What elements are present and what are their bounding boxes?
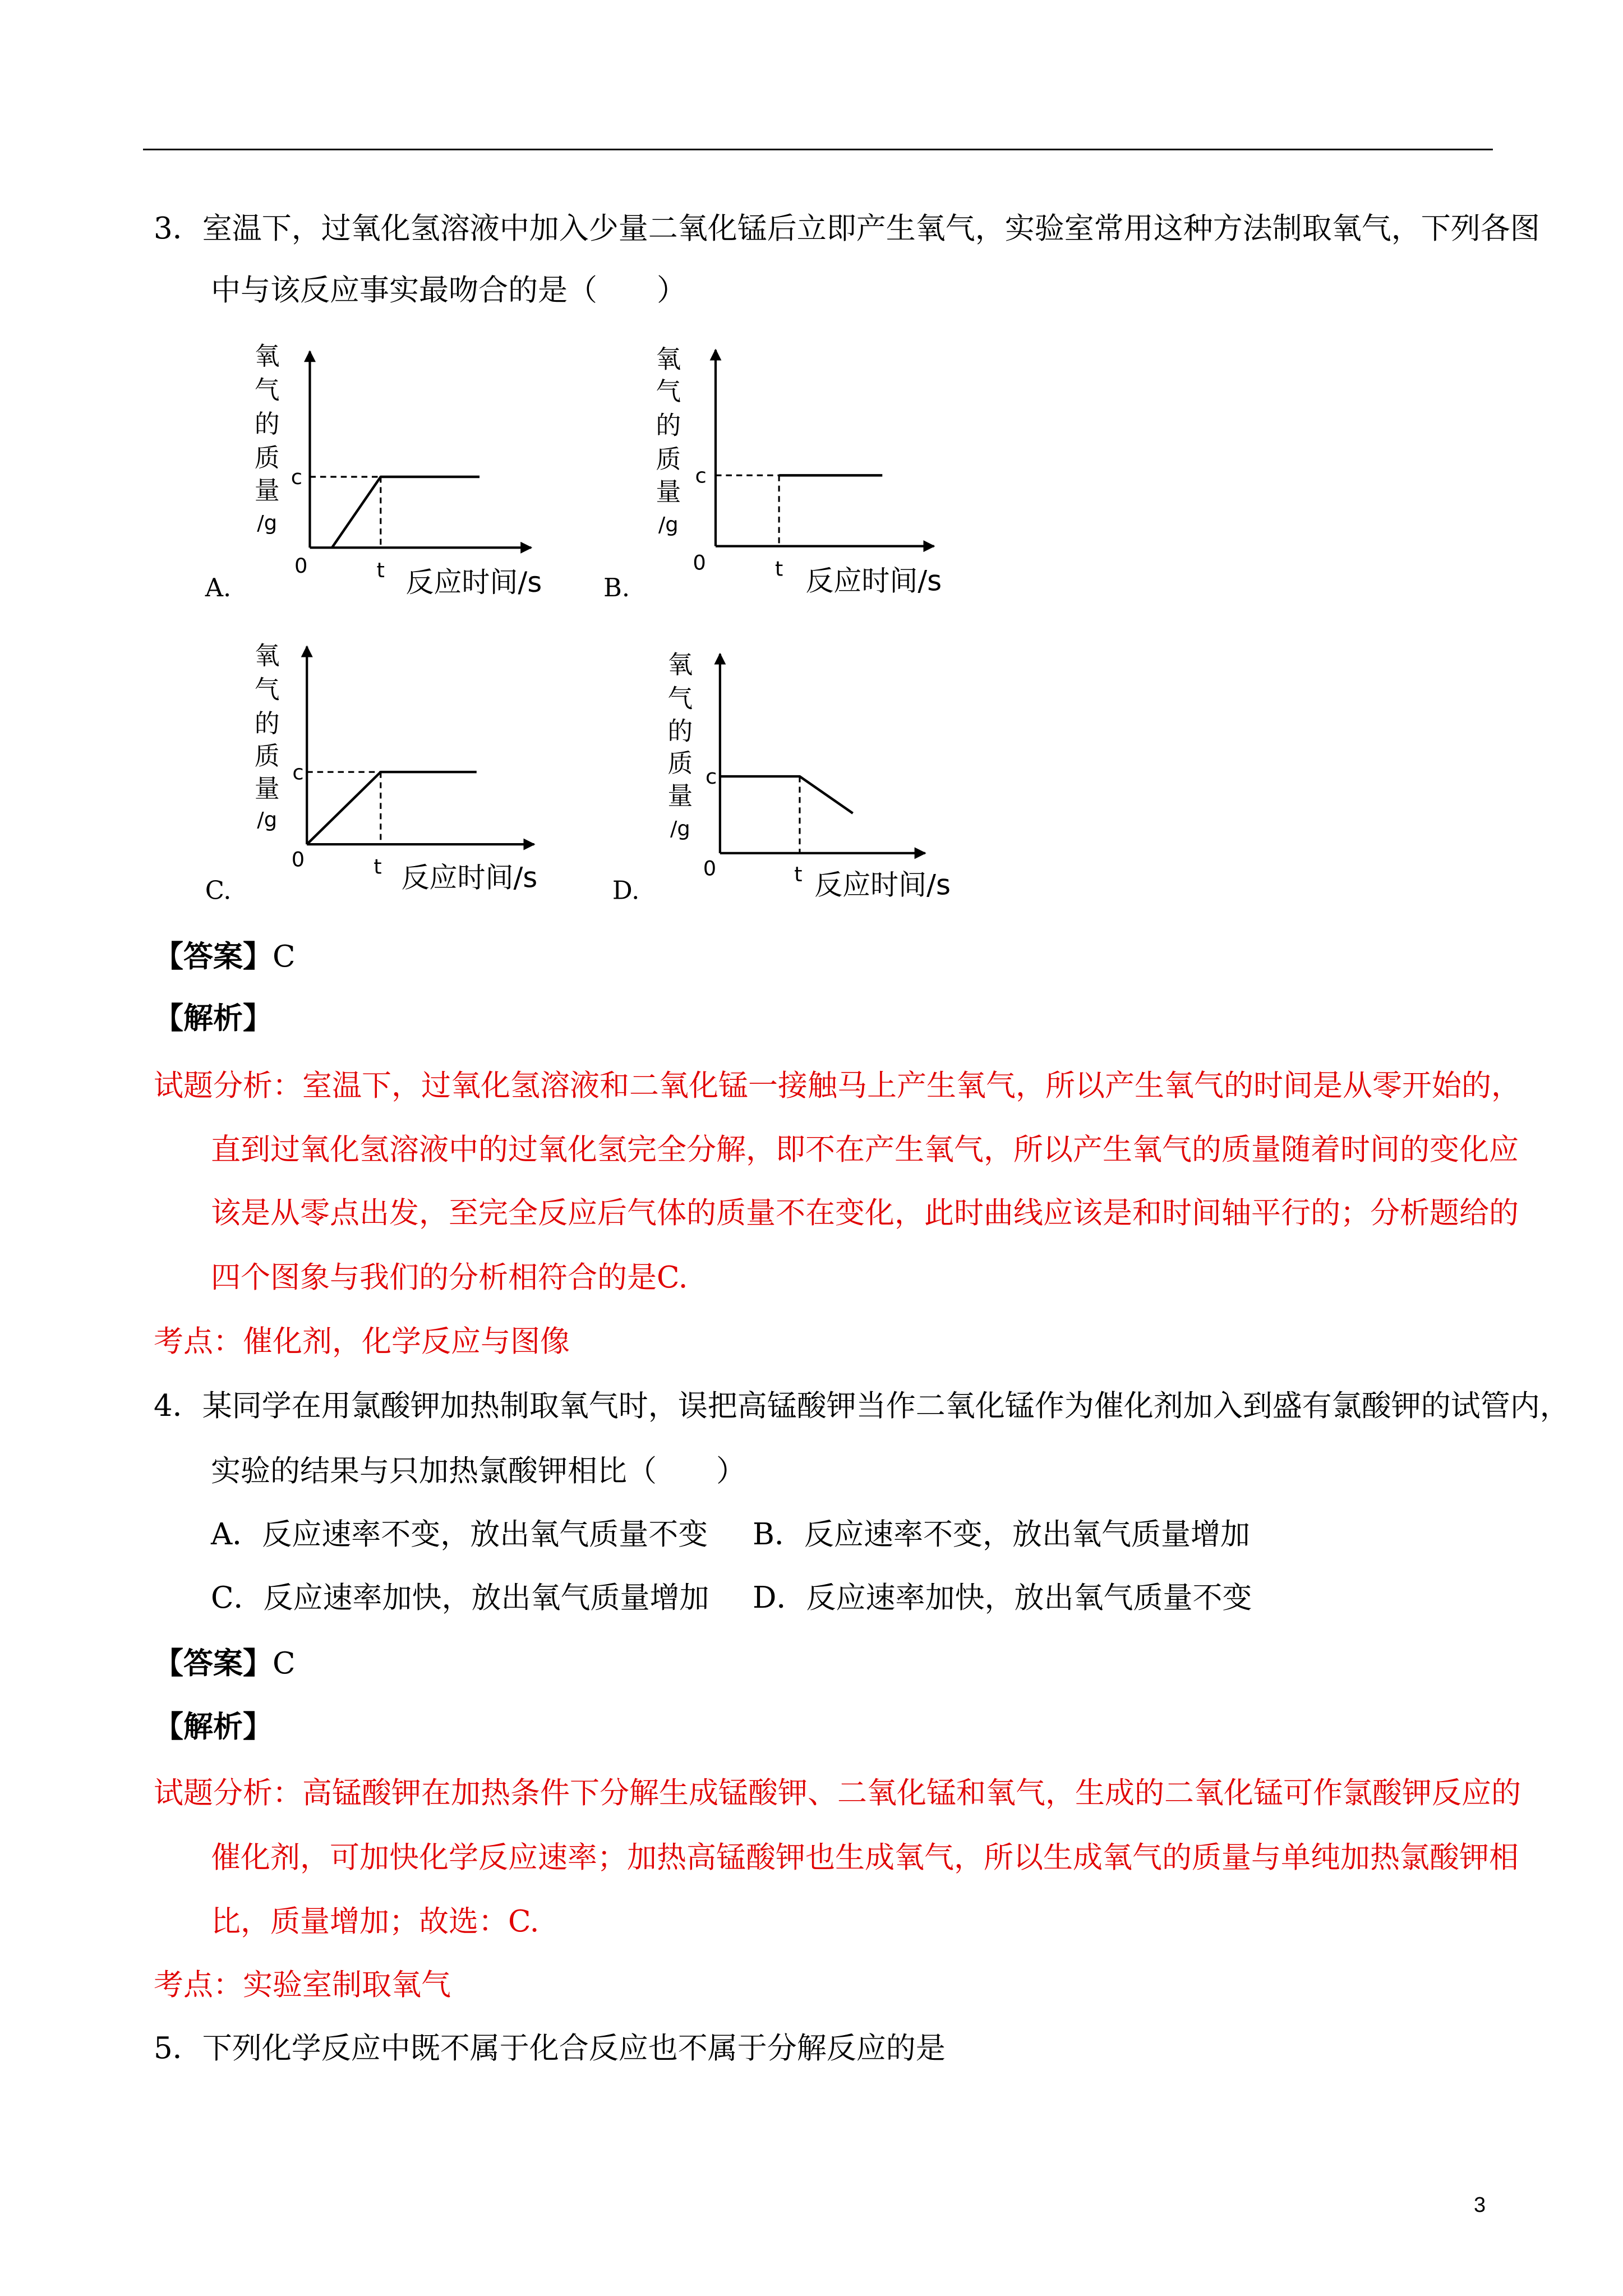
- answer-label: 【答案】: [154, 1646, 273, 1681]
- y-axis-label-char: /g: [658, 512, 679, 537]
- page-number: 3: [1474, 2193, 1486, 2217]
- y-tick-label: c: [695, 463, 707, 488]
- question-3-analysis-line-2: 直到过氧化氢溶液中的过氧化氢完全分解，即不在产生氧气，所以产生氧气的质量随着时间的变化应: [211, 1133, 1519, 1167]
- question-4-option-a: A．反应速率不变，放出氧气质量不变: [211, 1517, 708, 1552]
- origin-label: 0: [294, 553, 308, 578]
- origin-label: 0: [291, 847, 305, 872]
- question-4-analysis-label: 【解析】: [154, 1709, 273, 1744]
- origin-label: 0: [693, 550, 706, 575]
- graph-option-label: B.: [603, 572, 630, 602]
- x-axis-label: 反应时间/s: [814, 868, 951, 901]
- question-3-analysis-line-1: 试题分析：室温下，过氧化氢溶液和二氧化锰一接触马上产生氧气，所以产生氧气的时间是从零开始的，: [154, 1069, 1521, 1103]
- y-axis-label-char: 气: [667, 683, 693, 714]
- y-axis-label-char: 质: [254, 740, 280, 771]
- y-axis-label-char: 氧: [254, 640, 280, 670]
- y-tick-label: c: [291, 464, 302, 489]
- question-4-answer: [154, 1644, 296, 1683]
- origin-label: 0: [703, 856, 717, 881]
- graph-option-a: [205, 341, 542, 602]
- x-axis-label: 反应时间/s: [401, 861, 538, 894]
- x-tick-label: t: [794, 862, 803, 886]
- question-4-option-c: C．反应速率加快，放出氧气质量增加: [211, 1581, 709, 1615]
- question-3-stem-line-2: 中与该反应事实最吻合的是（ ）: [211, 273, 686, 307]
- y-axis-label-char: 量: [667, 780, 693, 811]
- question-4-analysis-line-3: 比，质量增加；故选：C.: [211, 1904, 540, 1939]
- y-axis-label-char: 氧: [656, 344, 681, 374]
- dashed-guide-lines: [310, 477, 380, 547]
- graph-option-d: [612, 650, 951, 905]
- y-tick-label: c: [705, 765, 717, 789]
- y-axis-label-char: 质: [656, 444, 681, 475]
- dashed-guide-lines: [716, 475, 779, 546]
- graph-option-b: [603, 344, 942, 602]
- question-5-stem-line-1: 5．下列化学反应中既不属于化合反应也不属于分解反应的是: [154, 2031, 946, 2065]
- y-axis-label-char: /g: [670, 816, 690, 841]
- question-4-stem-line-1: 4．某同学在用氯酸钾加热制取氧气时，误把高锰酸钾当作二氧化锰作为催化剂加入到盛有氯酸钾的试管内，: [154, 1389, 1570, 1423]
- question-4-option-b: B．反应速率不变，放出氧气质量增加: [753, 1517, 1250, 1552]
- y-axis-label-char: 的: [254, 408, 280, 439]
- y-axis-label-char: 量: [254, 475, 280, 505]
- question-3-stem-line-1: 3．室温下，过氧化氢溶液中加入少量二氧化锰后立即产生氧气，实验室常用这种方法制取氧气，下列各图: [154, 211, 1540, 246]
- y-axis-label-char: 气: [254, 375, 280, 405]
- y-tick-label: c: [292, 760, 304, 785]
- y-axis-label-char: 的: [254, 708, 280, 738]
- x-axis-label: 反应时间/s: [405, 566, 542, 599]
- oxygen-mass-curve: [720, 776, 853, 813]
- question-3-key-point: 考点：催化剂，化学反应与图像: [154, 1324, 570, 1359]
- oxygen-mass-curve: [307, 772, 477, 844]
- y-axis-label-char: 气: [656, 376, 681, 406]
- y-axis-label-char: 量: [656, 476, 681, 507]
- x-tick-label: t: [376, 558, 385, 582]
- y-axis-label-char: 气: [254, 674, 280, 705]
- y-axis-label-char: 氧: [667, 649, 693, 679]
- question-3-analysis-line-4: 四个图象与我们的分析相符合的是C.: [211, 1260, 688, 1295]
- answer-value: C: [273, 1646, 296, 1681]
- question-4-option-d: D．反应速率加快，放出氧气质量不变: [753, 1581, 1252, 1615]
- question-4-analysis-line-2: 催化剂，可加快化学反应速率；加热高锰酸钾也生成氧气，所以生成氧气的质量与单纯加热氯酸钾相: [211, 1841, 1519, 1875]
- question-4-key-point: 考点：实验室制取氧气: [154, 1968, 451, 2002]
- graph-option-label: A.: [205, 572, 232, 602]
- y-axis-label-char: /g: [257, 510, 278, 535]
- question-3-option-graphs: [0, 325, 1623, 915]
- header-rule: [143, 149, 1493, 150]
- x-axis-label: 反应时间/s: [805, 564, 942, 597]
- x-tick-label: t: [374, 854, 382, 879]
- question-4-stem-line-2: 实验的结果与只加热氯酸钾相比（ ）: [211, 1454, 746, 1488]
- y-axis-label-char: 氧: [254, 341, 280, 371]
- answer-label: 【答案】: [154, 939, 273, 974]
- graph-option-c: [205, 641, 538, 905]
- answer-value: C: [273, 940, 296, 974]
- y-axis-label-char: 量: [254, 773, 280, 803]
- question-3-answer: [154, 937, 296, 976]
- y-axis-label-char: 质: [667, 748, 693, 778]
- x-tick-label: t: [774, 556, 783, 581]
- y-axis-label-char: 质: [254, 443, 280, 473]
- oxygen-mass-curve: [332, 477, 479, 547]
- y-axis-label-char: 的: [667, 716, 693, 746]
- graph-option-label: C.: [205, 875, 232, 905]
- y-axis-label-char: /g: [257, 807, 278, 832]
- question-3-analysis-label: 【解析】: [154, 1001, 273, 1036]
- graph-option-label: D.: [612, 875, 640, 905]
- y-axis-label-char: 的: [656, 410, 681, 440]
- question-3-analysis-line-3: 该是从零点出发，至完全反应后气体的质量不在变化，此时曲线应该是和时间轴平行的；分析题给的: [211, 1196, 1519, 1230]
- question-4-analysis-line-1: 试题分析：高锰酸钾在加热条件下分解生成锰酸钾、二氧化锰和氧气，生成的二氧化锰可作氯酸钾反应的: [154, 1776, 1521, 1810]
